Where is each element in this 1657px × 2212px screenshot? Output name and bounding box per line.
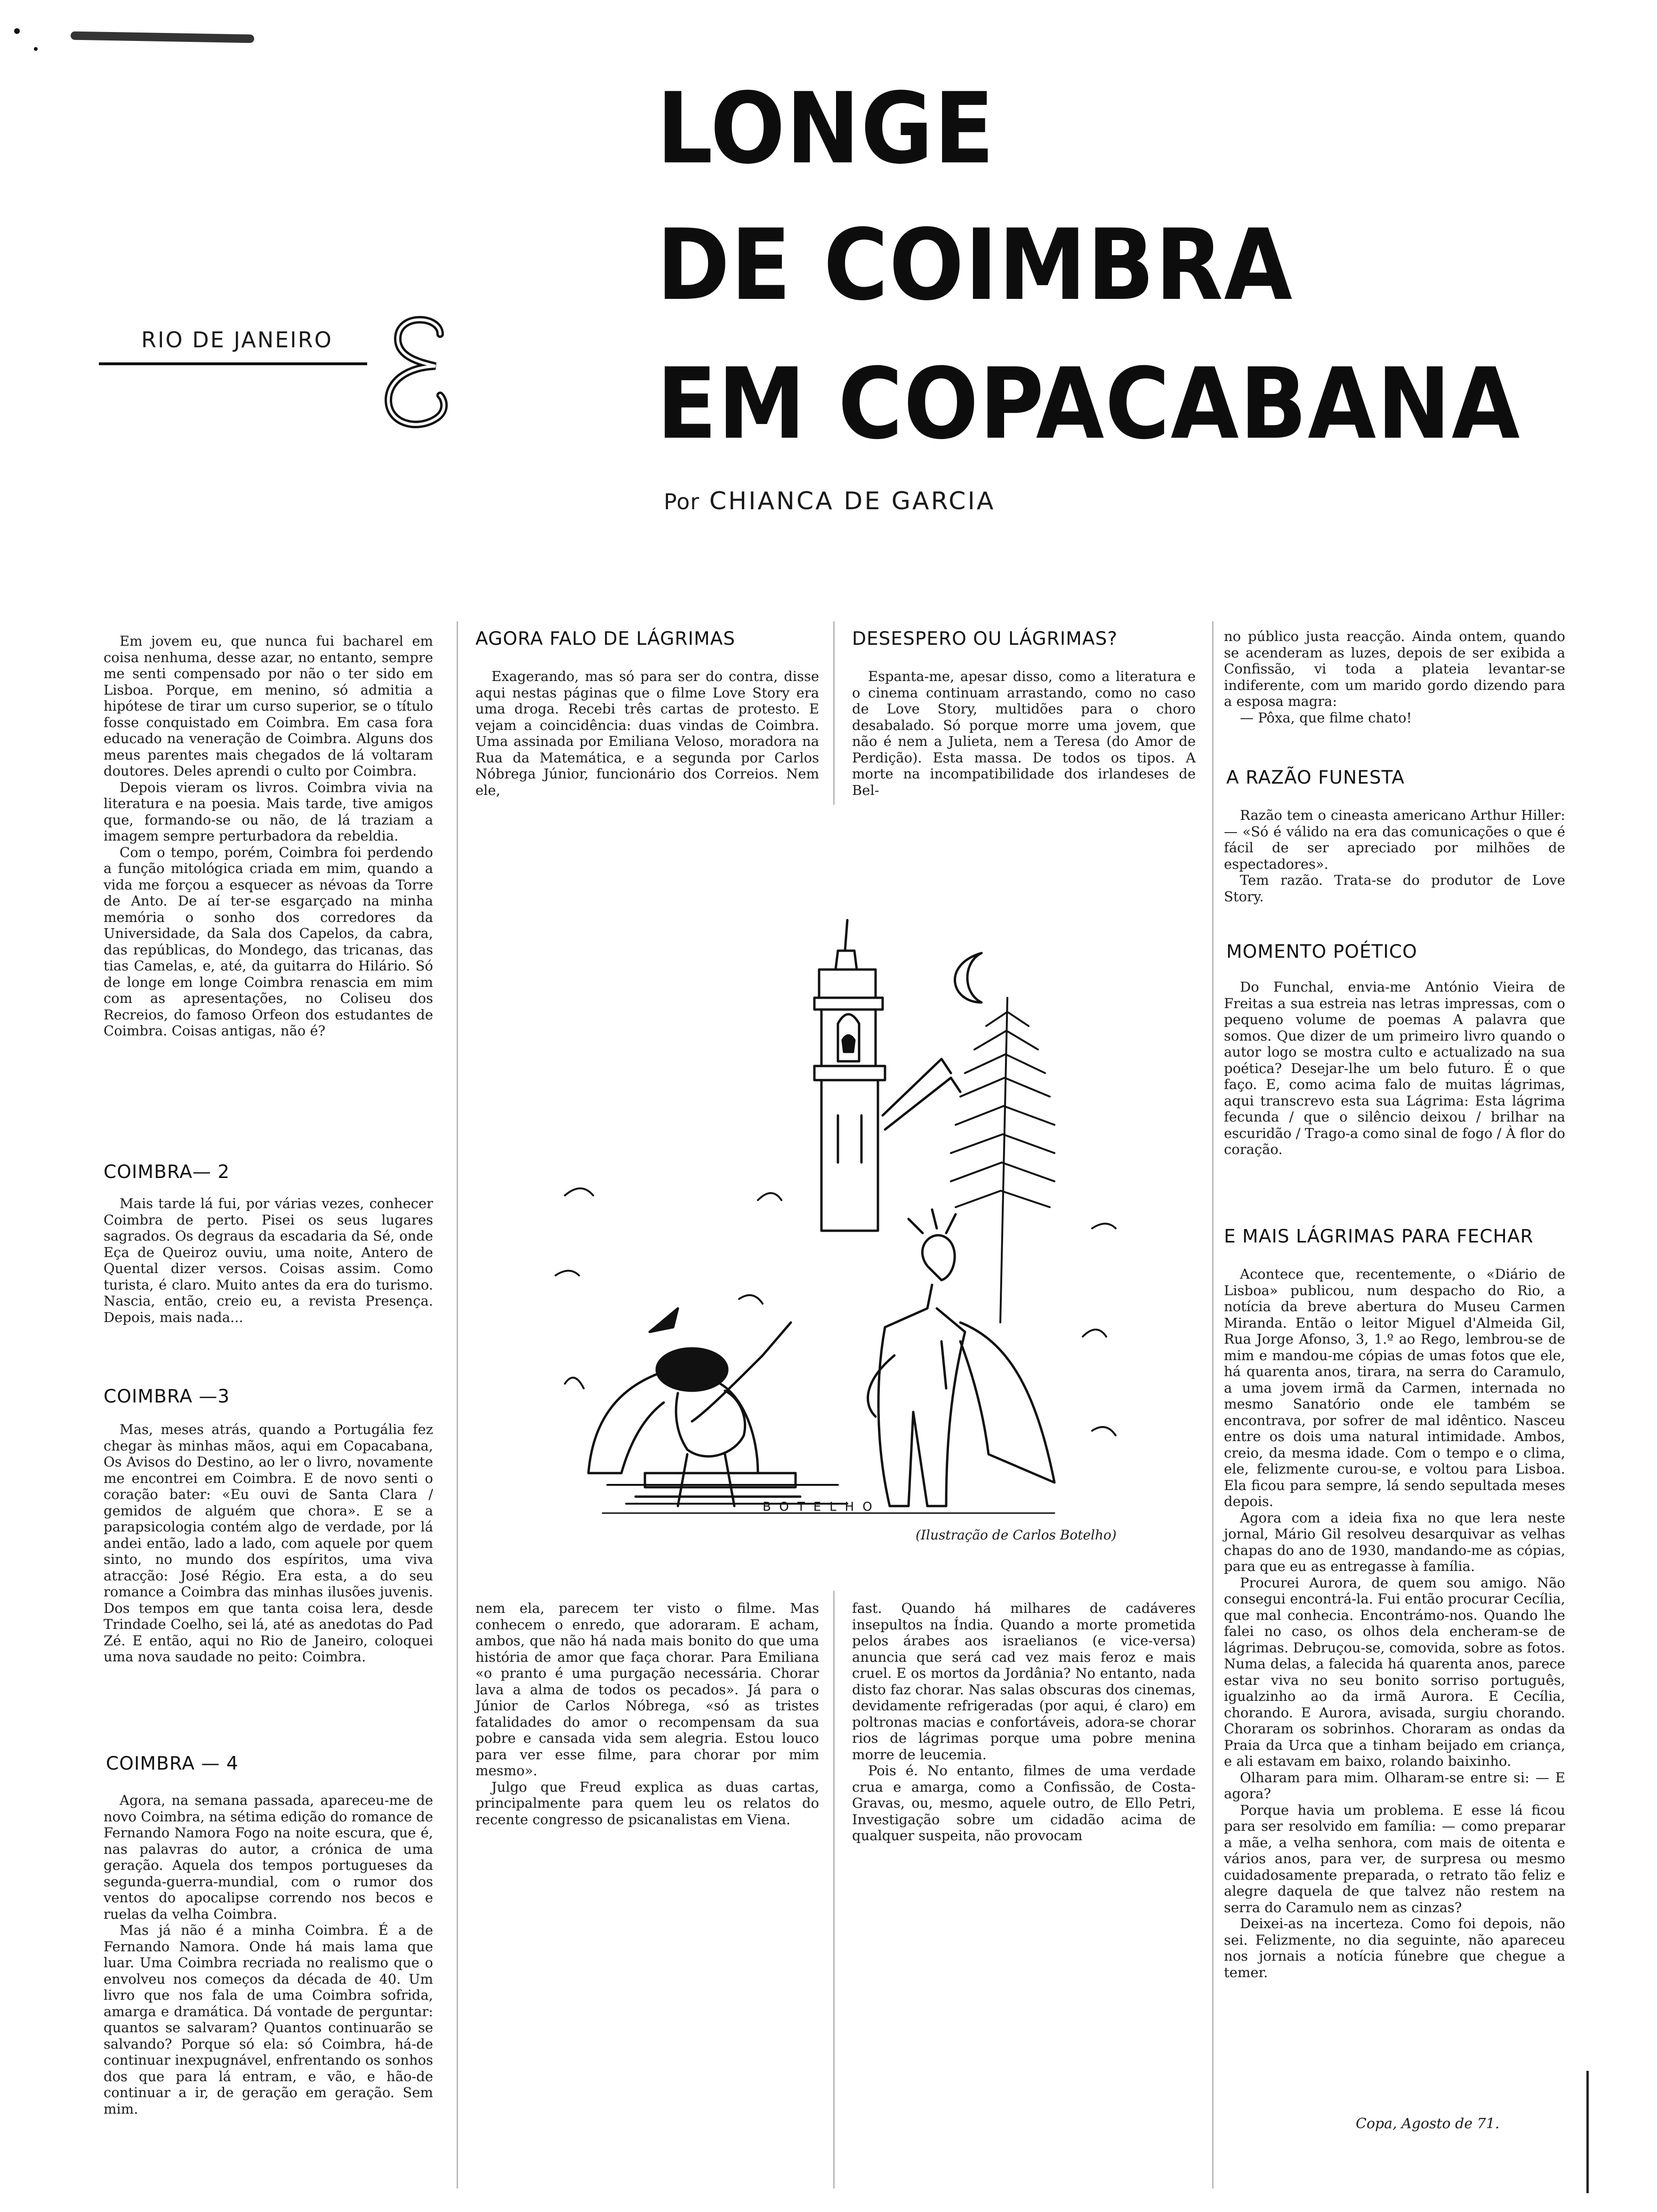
- column-rule: [833, 1591, 835, 2188]
- scan-dot: [34, 47, 38, 51]
- paragraph: Acontece que, recentemente, o «Diário de Lisboa» publicou, num despacho do Rio, a notícia da breve abertura do Museu Carmen Miranda. Então o leitor Miguel d'Almeida Gil, Rua Jorge Afonso, 3, 1.º ao Rego, lembrou-se de mim e mandou-me cópias de umas fotos que ele, há quarenta anos, tirara, na serra do Caramulo, a uma jovem irmã da Carmen, internada no mesmo Sanatório onde ele também se encontrava, por sofrer de mal idêntico. Nasceu entre os dois uma natural intimidade. Ambos, creio, da mesma idade. Com o tempo e o clima, ele, felizmente curou-se, e voltou para Lisboa. Ela ficou para sempre, lá sendo sepultada meses depois.: [1224, 1266, 1565, 1509]
- heading-razao-funesta: A RAZÃO FUNESTA: [1226, 767, 1405, 788]
- paragraph: Com o tempo, porém, Coimbra foi perdendo a função mitológica criada em mim, quando a vida me forçou a esquecer as névoas da Torre de Anto. De aí ter-se esgarçado na minha memória o sonho dos corredores da Universidade, da Sala dos Capelos, da cabra, das repúblicas, do Mondego, das tricanas, das tias Camelas, e, até, da guitarra do Hilário. Só de longe em longe Coimbra renascia em mim com as apresentações, no Coliseu dos Recreios, do famoso Orfeon dos estudantes de Coimbra. Coisas antigas, não é?: [104, 844, 433, 1039]
- column-1-section-2: [104, 1195, 433, 1325]
- title-line-2: DE COIMBRA: [657, 208, 1294, 322]
- paragraph: Espanta-me, apesar disso, como a literatura e o cinema continuam arrastando, como no caso de Love Story, multidões para o choro desabalado. Só porque morre uma jovem, que não é nem a Julieta, nem a Teresa (do Amor de Perdição). Esta massa. De todos os tipos. A morte na incompatibilidade dos irlandeses de Bel-: [852, 668, 1196, 798]
- section-name: RIO DE JANEIRO: [141, 327, 333, 353]
- paragraph: Exagerando, mas só para ser do contra, disse aqui nestas páginas que o filme Love Story era uma droga. Recebi três cartas de protesto. E vejam a coincidência: duas vindas de Coimbra. Uma assinada por Emiliana Veloso, moradora na Rua da Matemática, e a segunda por Carlos Nóbrega Júnior, funcionário dos Correios. Nem ele,: [475, 668, 819, 798]
- illustration-signature: BOTELHO: [763, 1500, 881, 1514]
- column-1-section-4: [104, 1792, 433, 2117]
- paragraph: nem ela, parecem ter visto o filme. Mas conhecem o enredo, que adoraram. E acham, ambos, que não há nada mais bonito do que uma história de amor que faça chorar. Para Emiliana «o pranto é uma purgação necessária. Chorar lava a alma de todos os pecados». Já para o Júnior de Carlos Nóbrega, «só as tristes fatalidades do amor o recompensam da sua pobre e cansada vida sem alegria. Estou louco para ver esse filme, para chorar por mim mesmo».: [475, 1600, 819, 1779]
- section-rule: [99, 362, 367, 365]
- guitarist: [588, 1322, 800, 1506]
- byline-prefix: Por: [664, 489, 700, 514]
- heading-momento-poetico: MOMENTO POÉTICO: [1226, 941, 1417, 962]
- paragraph: Deixei-as na incerteza. Como foi depois, não sei. Felizmente, no dia seguinte, não apareceu nos jornais a notícia fúnebre que chegue a temer.: [1224, 1915, 1565, 1980]
- standing-student: [868, 1210, 1054, 1506]
- paragraph: fast. Quando há milhares de cadáveres insepultos na Índia. Quando a morte prometida pelos árabes aos israelianos (e vice-versa) anuncia que será cad vez mais feroz e mais cruel. E os mortos da Jordânia? No entanto, nada disto faz chorar. Nas salas obscuras dos cinemas, devidamente refrigeradas (por aqui, é claro) em poltronas macias e confortáveis, adora-se chorar rios de lágrimas porque uma pobre menina morre de leucemia.: [852, 1600, 1196, 1763]
- paragraph: Olharam para mim. Olharam-se entre si: — E agora?: [1224, 1769, 1565, 1802]
- paragraph: Do Funchal, envia-me António Vieira de Freitas a sua estreia nas letras impressas, com o pequeno volume de poemas A palavra que somos. Que dizer de um primeiro livro quando o autor logo se mostra culto e actualizado na sua poética? Desejar-lhe um belo futuro. É o que faço. E, como acima falo de muitas lágrimas, aqui transcrevo esta sua Lágrima: Esta lágrima fecunda / que o silêncio deixou / brilhar na escuridão / Trago-a como sinal de fogo / À flor do coração.: [1224, 979, 1565, 1157]
- paragraph: Razão tem o cineasta americano Arthur Hiller: — «Só é válido na era das comunicações o que é fácil de ser apreciado por milhões de espectadores».: [1224, 807, 1565, 872]
- heading-coimbra-4: COIMBRA — 4: [106, 1753, 239, 1774]
- paragraph: Pois é. No entanto, filmes de uma verdade crua e amarga, como a Confissão, de Costa-Gravas, ou, mesmo, aquele outro, de Ello Petri, Investigação sobre um cidadão acima de qualquer suspeita, não provocam: [852, 1763, 1196, 1843]
- heading-coimbra-2: COIMBRA— 2: [104, 1162, 230, 1183]
- illustration: [537, 918, 1130, 1520]
- tower-icon: [814, 920, 885, 1231]
- heading-coimbra-3: COIMBRA —3: [104, 1386, 230, 1407]
- column-1-intro: [104, 633, 433, 1039]
- column-3-top: [852, 668, 1196, 798]
- column-2-bottom: [475, 1600, 819, 1827]
- paragraph: Agora com a ideia fixa no que lera neste jornal, Mário Gil resolveu desarquivar as velhas chapas do ano de 1930, mandando-me as cópias, para que eu as entregasse à família.: [1224, 1509, 1565, 1574]
- column-4-razao: [1224, 807, 1565, 905]
- byline-author: CHIANCA DE GARCIA: [709, 487, 996, 515]
- margin-rule: [1586, 2071, 1589, 2193]
- paragraph: — Pôxa, que filme chato!: [1240, 709, 1412, 726]
- column-4-fechar: [1224, 1266, 1565, 1980]
- column-rule: [1212, 621, 1214, 2188]
- paragraph: Em jovem eu, que nunca fui bacharel em coisa nenhuma, desse azar, no entanto, sempre me senti compensado por não o ter sido em Lisboa. Porque, em menino, só admitia a hipótese de tirar um curso superior, se o título fosse conquistado em Coimbra. Em casa fora educado na veneração de Coimbra. Alguns dos meus parentes mais chegados de lá voltaram doutores. Deles aprendi o culto por Coimbra.: [104, 633, 433, 779]
- column-rule: [833, 621, 835, 805]
- title-line-3: EM COPACABANA: [657, 347, 1521, 461]
- stars: [555, 1188, 1116, 1435]
- ampersand-ornament-icon: [370, 306, 464, 433]
- illustration-caption: (Ilustração de Carlos Botelho): [916, 1527, 1117, 1543]
- column-rule: [457, 621, 458, 2188]
- heading-mais-lagrimas: E MAIS LÁGRIMAS PARA FECHAR: [1224, 1226, 1534, 1247]
- paragraph: Mas, meses atrás, quando a Portugália fez chegar às minhas mãos, aqui em Copacabana, Os Avisos do Destino, ao ler o livro, novamente me encontrei em Coimbra. E de novo senti o coração bater: «Eu ouvi de Santa Clara / gemidos de alguém que chora». E se a parapsicologia contém algo de verdade, por lá andei então, lado a lado, com aquele por quem sinto, no mundo dos espíritos, uma viva atracção: José Régio. Era esta, a do seu romance a Coimbra das minhas ilusões juvenis. Dos tempos em que tanta coisa lera, desde Trindade Coelho, sei lá, até as anedotas do Pad Zé. E então, aqui no Rio de Janeiro, coloquei uma nova saudade no peito: Coimbra.: [104, 1421, 433, 1665]
- scan-mark: [71, 32, 254, 43]
- title-line-1: LONGE: [657, 72, 995, 186]
- column-3-bottom: [852, 1600, 1196, 1844]
- heading-agora-falo: AGORA FALO DE LÁGRIMAS: [475, 628, 736, 649]
- pine-tree-icon: [951, 998, 1054, 1322]
- paragraph: Agora, na semana passada, apareceu-me de novo Coimbra, na sétima edição do romance de Fernando Namora Fogo na noite escura, que é, nas palavras do autor, a crónica de uma geração. Aquela dos tempos portugueses da segunda-guerra-mundial, com o rumor dos ventos do apocalipse correndo nos becos e ruelas da velha Coimbra.: [104, 1792, 433, 1922]
- column-4-momento: [1224, 979, 1565, 1158]
- paragraph: Depois vieram os livros. Coimbra vivia na literatura e na poesia. Mais tarde, tive amigos que, formando-se ou não, de lá traziam a imagem sempre perturbadora da rebeldia.: [104, 779, 433, 844]
- paragraph: Mais tarde lá fui, por várias vezes, conhecer Coimbra de perto. Pisei os seus lugares sagrados. Os degraus da escadaria da Sé, onde Eça de Queiroz ouviu, uma noite, Antero de Quental dizer versos. Coisas assim. Como turista, é claro. Muito antes da era do turismo. Nascia, então, creio eu, a revista Presença. Depois, mais nada...: [104, 1195, 433, 1325]
- paragraph: Porque havia um problema. E esse lá ficou para ser resolvido em família: — como preparar a mãe, a velha senhora, com mais de oitenta e vários anos, para ver, de surpresa ou mesmo cuidadosamente preparada, o retrato tão feliz e alegre daquela de que talvez não restem na serra do Caramulo nem as cinzas?: [1224, 1802, 1565, 1915]
- paragraph: Tem razão. Trata-se do produtor de Love Story.: [1224, 872, 1565, 905]
- column-1-section-3: [104, 1421, 433, 1665]
- column-4-lead: [1224, 628, 1565, 726]
- paragraph: Mas já não é a minha Coimbra. É a de Fernando Namora. Onde há mais lama que luar. Uma Coimbra recriada no realismo que o envolveu nos começos da década de 40. Um livro que nos fala de uma Coimbra sofrida, amarga e dramática. Dá vontade de perguntar: quantos se salvaram? Quantos continuarão se salvando? Porque só ela: só Coimbra, há-de continuar inexpugnável, enfrentando os sonhos dos que para lá entram, e vão, e hão-de continuar a ir, de geração em geração. Sem mim.: [104, 1922, 433, 2117]
- paragraph: no público justa reacção. Ainda ontem, quando se acenderam as luzes, depois de ser exibida a Confissão, vi toda a plateia levantar-se indiferente, com um marido gordo dizendo para a esposa magra:: [1224, 628, 1565, 709]
- heading-desespero: DESESPERO OU LÁGRIMAS?: [852, 628, 1118, 649]
- paragraph: Julgo que Freud explica as duas cartas, principalmente para quem leu os relatos do recente congresso de psicanalistas em Viena.: [475, 1779, 819, 1827]
- paragraph: Procurei Aurora, de quem sou amigo. Não consegui encontrá-la. Fui então procurar Cecília, que mal conhecia. Encontrámo-nos. Quando lhe falei no caso, os olhos dela encheram-se de lágrimas. Debruçou-se, comovida, sobre as fotos. Numa delas, a falecida há quarenta anos, parece estar viva no seu bonito sorriso português, igualzinho ao da irmã Aurora. E Cecília, chorando. E Aurora, avisada, surgiu chorando. Choraram os sobrinhos. Choraram as ondas da Praia da Urca que a tinham beijado em criança, e ali estavam em baixo, rolando baixinho.: [1224, 1574, 1565, 1769]
- scan-dot: [14, 28, 20, 34]
- byline: [664, 487, 995, 515]
- moon-icon: [955, 953, 981, 1002]
- signoff: Copa, Agosto de 71.: [1356, 2116, 1500, 2132]
- column-2-top: [475, 668, 819, 798]
